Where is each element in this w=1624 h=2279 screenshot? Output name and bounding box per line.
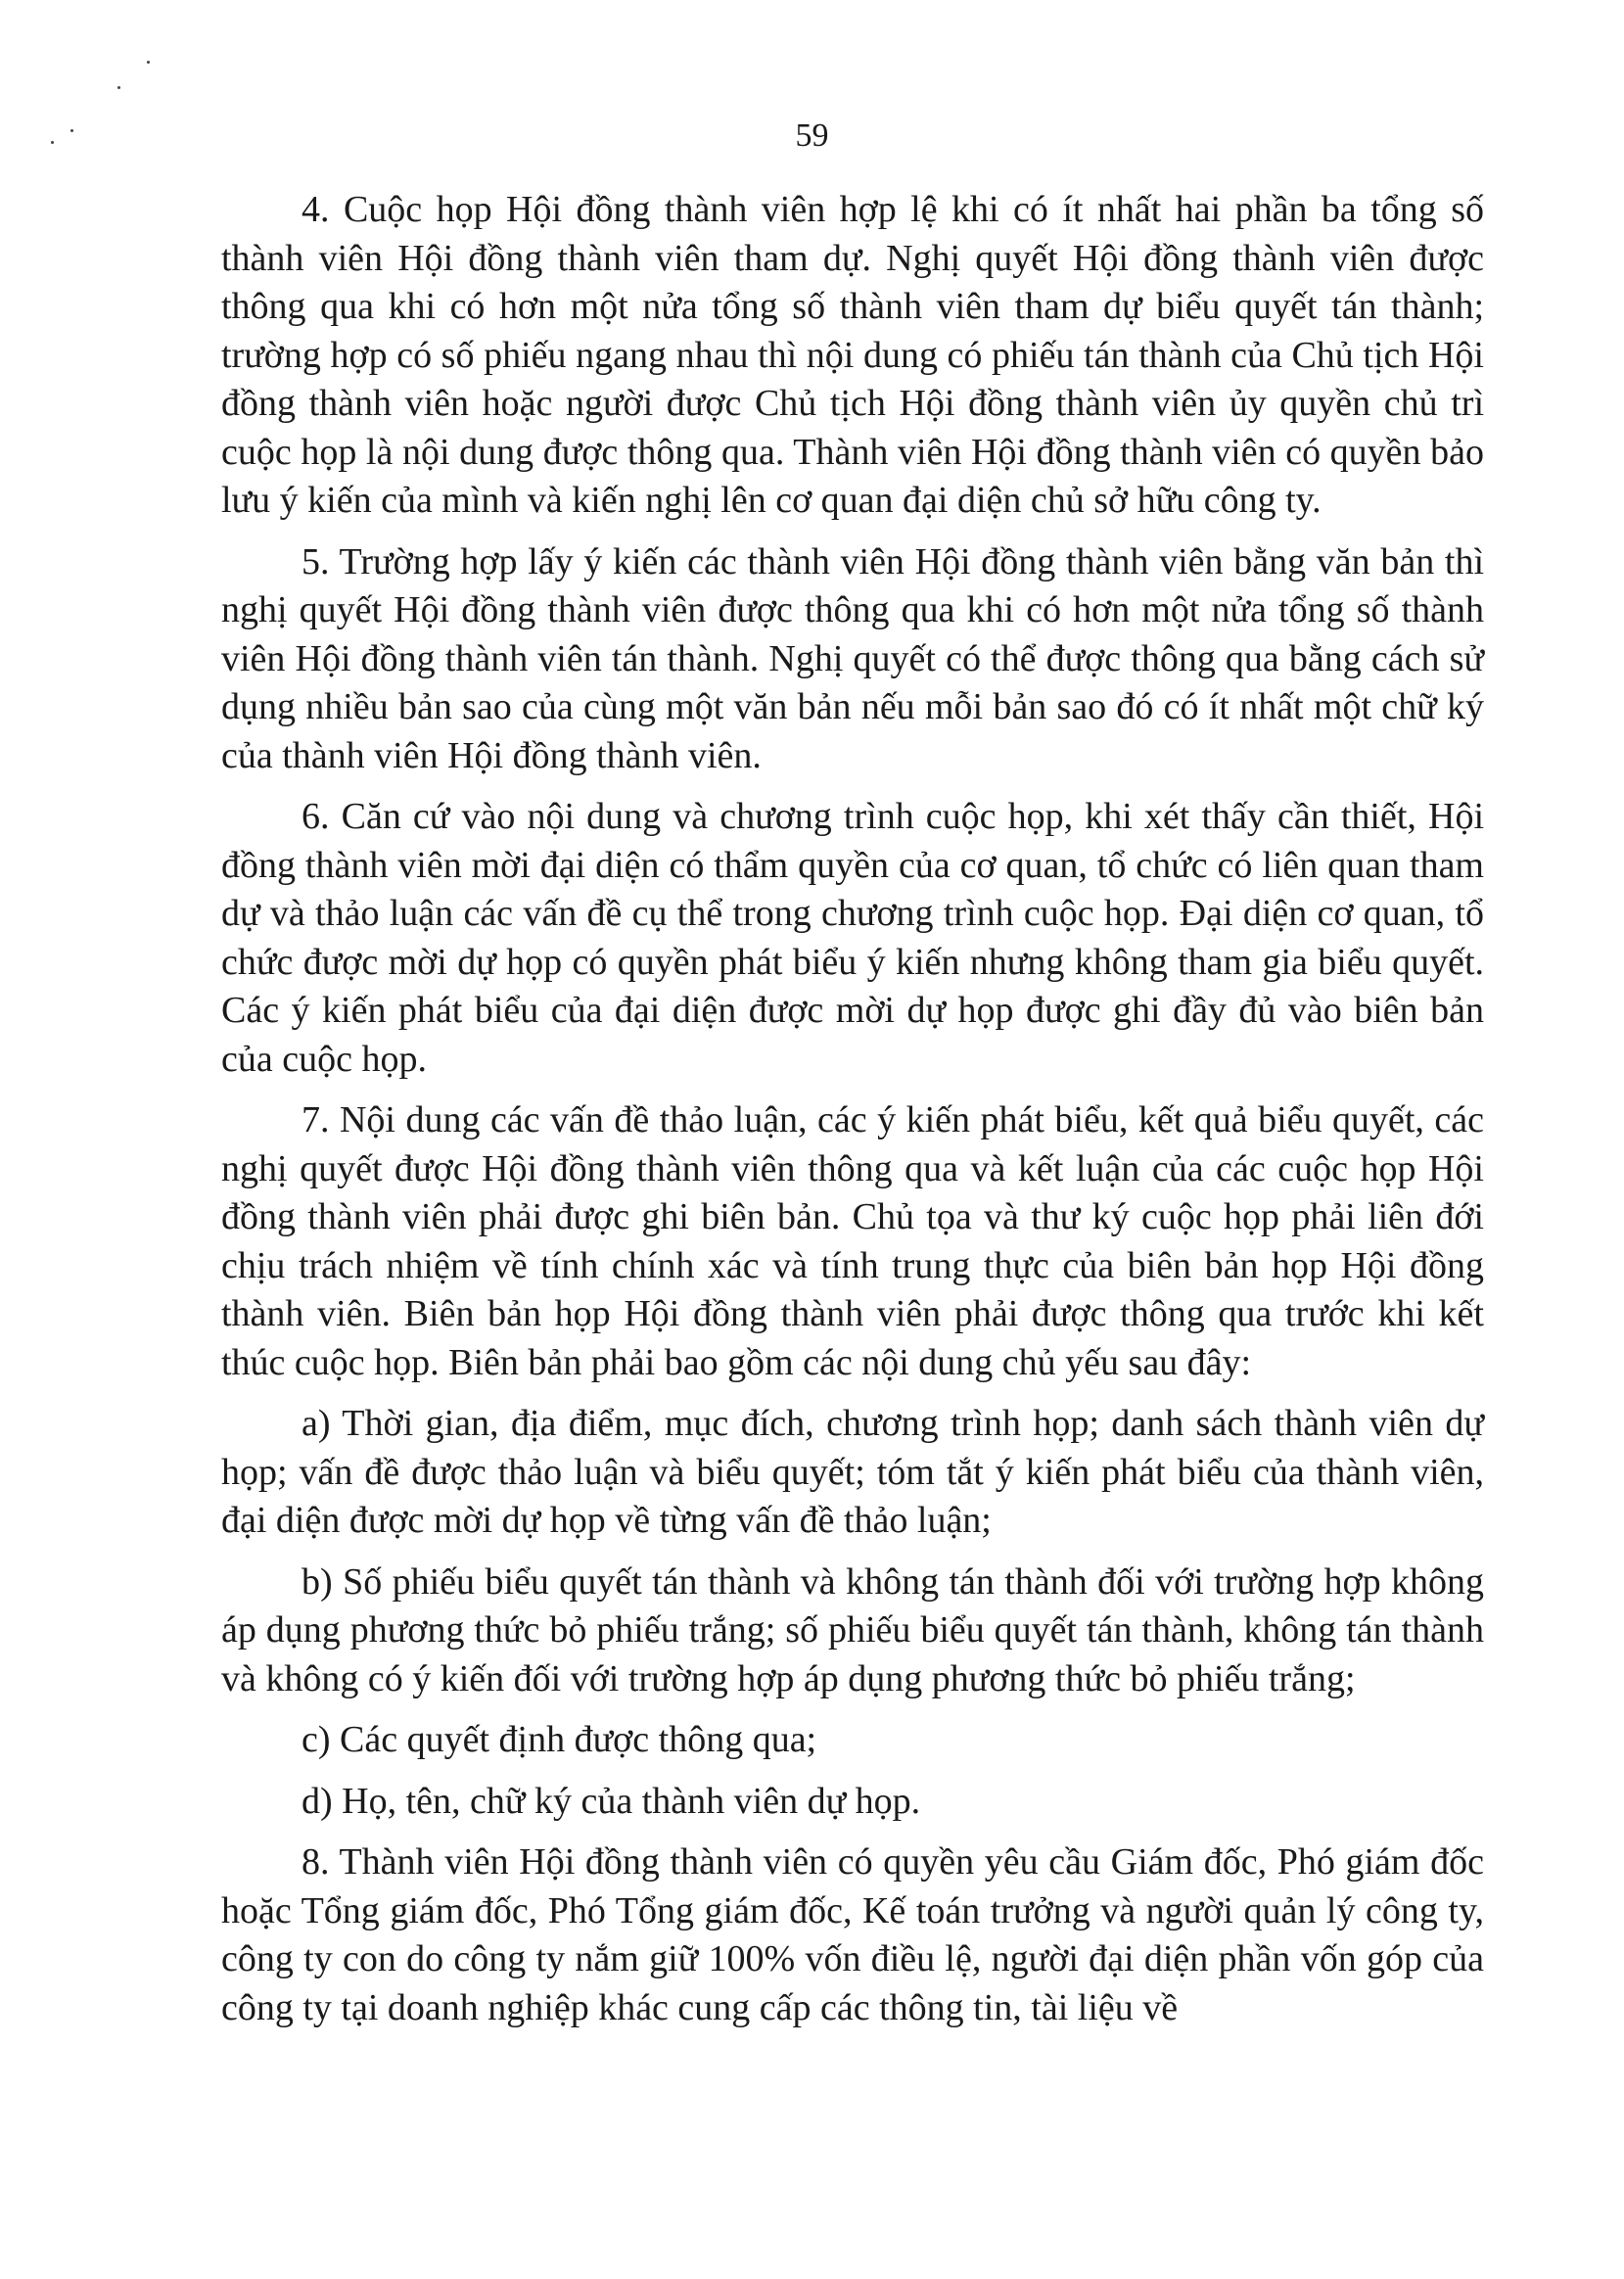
scan-speck	[117, 86, 120, 89]
paragraph-5: 5. Trường hợp lấy ý kiến các thành viên Hội đồng thành viên bằng văn bản thì nghị quyết Hội đồng thành viên được thông qua khi có hơn một nửa tổng số thành viên Hội đồng thành viên tán thành. Nghị quyết có thể được thông qua bằng cách sử dụng nhiều bản sao của cùng một văn bản nếu mỗi bản sao đó có ít nhất một chữ ký của thành viên Hội đồng thành viên.	[221, 540, 1484, 776]
list-item-c: c) Các quyết định được thông qua;	[302, 1719, 817, 1760]
list-item-b: b) Số phiếu biểu quyết tán thành và không tán thành đối với trường hợp không áp dụng phương thức bỏ phiếu trắng; số phiếu biểu quyết tán thành, không tán thành và không có ý kiến đối với trường hợp áp dụng phương thức bỏ phiếu trắng;	[221, 1560, 1484, 1699]
paragraph-8: 8. Thành viên Hội đồng thành viên có quyền yêu cầu Giám đốc, Phó giám đốc hoặc Tổng giám đốc, Phó Tổng giám đốc, Kế toán trưởng và người quản lý công ty, công ty con do công ty nắm giữ 100% vốn điều lệ, người đại diện phần vốn góp của công ty tại doanh nghiệp khác cung cấp các thông tin, tài liệu về	[221, 1841, 1484, 2028]
paragraph-7: 7. Nội dung các vấn đề thảo luận, các ý kiến phát biểu, kết quả biểu quyết, các nghị quyết được Hội đồng thành viên thông qua và kết luận của các cuộc họp Hội đồng thành viên phải được ghi biên bản. Chủ tọa và thư ký cuộc họp phải liên đới chịu trách nhiệm về tính chính xác và tính trung thực của biên bản họp Hội đồng thành viên. Biên bản họp Hội đồng thành viên phải được thông qua trước khi kết thúc cuộc họp. Biên bản phải bao gồm các nội dung chủ yếu sau đây:	[221, 1099, 1484, 1383]
page-number: 59	[795, 117, 829, 154]
scan-speck	[147, 61, 150, 64]
document-body	[221, 186, 1484, 2045]
list-item-a: a) Thời gian, địa điểm, mục đích, chương trình họp; danh sách thành viên dự họp; vấn đề được thảo luận và biểu quyết; tóm tắt ý kiến phát biểu của thành viên, đại diện được mời dự họp về từng vấn đề thảo luận;	[221, 1403, 1484, 1541]
paragraph-4: 4. Cuộc họp Hội đồng thành viên hợp lệ khi có ít nhất hai phần ba tổng số thành viên Hội đồng thành viên tham dự. Nghị quyết Hội đồng thành viên được thông qua khi có hơn một nửa tổng số thành viên tham dự biểu quyết tán thành; trường hợp có số phiếu ngang nhau thì nội dung có phiếu tán thành của Chủ tịch Hội đồng thành viên hoặc người được Chủ tịch Hội đồng thành viên ủy quyền chủ trì cuộc họp là nội dung được thông qua. Thành viên Hội đồng thành viên có quyền bảo lưu ý kiến của mình và kiến nghị lên cơ quan đại diện chủ sở hữu công ty.	[221, 189, 1484, 521]
paragraph-6: 6. Căn cứ vào nội dung và chương trình cuộc họp, khi xét thấy cần thiết, Hội đồng thành viên mời đại diện có thẩm quyền của cơ quan, tổ chức có liên quan tham dự và thảo luận các vấn đề cụ thể trong chương trình cuộc họp. Đại diện cơ quan, tổ chức được mời dự họp có quyền phát biểu ý kiến nhưng không tham gia biểu quyết. Các ý kiến phát biểu của đại diện được mời dự họp được ghi đầy đủ vào biên bản của cuộc họp.	[221, 796, 1484, 1080]
list-item-d: d) Họ, tên, chữ ký của thành viên dự họp.	[302, 1780, 921, 1822]
